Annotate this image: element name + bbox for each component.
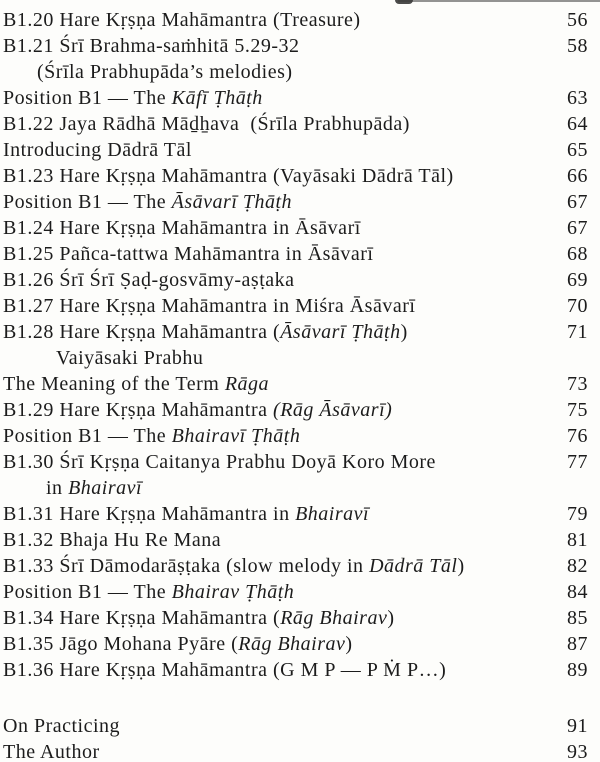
toc-entry	[3, 501, 588, 527]
entry-page-number: 91	[567, 715, 588, 737]
entry-page-number: 58	[567, 35, 588, 57]
entry-title	[3, 579, 550, 605]
entry-page-number: 82	[567, 555, 588, 577]
toc-entry	[3, 449, 588, 475]
entry-page-number: 66	[567, 165, 588, 187]
entry-title-italic-run: (Rāg Āsāvarī)	[273, 399, 393, 421]
entry-title	[3, 475, 550, 501]
toc-entry	[3, 631, 588, 657]
entry-page-number: 76	[567, 425, 588, 447]
entry-title-run: B1.25 Pañca-tattwa Mahāmantra in Āsāvarī	[3, 243, 374, 265]
entry-page-number: 93	[567, 741, 588, 762]
entry-title	[3, 59, 550, 85]
entry-title-run: B1.36 Hare Kṛṣṇa Mahāmantra (G M P — P Ṁ P…)	[3, 659, 447, 681]
entry-title-run: The Meaning of the Term	[3, 373, 225, 395]
entry-page-number: 67	[567, 217, 588, 239]
entry-page-number: 65	[567, 139, 588, 161]
entry-title	[3, 501, 550, 527]
entry-title-italic-run: Bhairavī Ṭhāṭh	[171, 425, 301, 447]
toc-entry	[3, 397, 588, 423]
entry-title	[3, 449, 550, 475]
entry-title	[3, 33, 550, 59]
toc-entry	[3, 739, 588, 762]
entry-title	[3, 713, 550, 739]
toc-entry	[3, 713, 588, 739]
entry-title	[3, 371, 550, 397]
toc-entry	[3, 215, 588, 241]
entry-title	[3, 423, 550, 449]
entry-title-italic-run: Bhairavī	[68, 477, 143, 499]
entry-title-italic-run: Āsāvarī Ṭhāṭh	[171, 191, 293, 213]
toc-entry	[3, 59, 588, 85]
entry-title-run: Position B1 — The	[3, 425, 172, 447]
entry-title-italic-run: Bhairav Ṭhāṭh	[171, 581, 295, 603]
entry-title-italic-run: Rāg Bhairav	[280, 607, 388, 629]
entry-title	[3, 293, 550, 319]
entry-title	[3, 657, 550, 683]
toc-entry	[3, 371, 588, 397]
entry-page-number: 70	[567, 295, 588, 317]
toc-entry	[3, 267, 588, 293]
entry-title-run: Vaiyāsaki Prabhu	[56, 347, 204, 369]
entry-page-number: 81	[567, 529, 588, 551]
entry-title	[3, 739, 550, 762]
toc-entry	[3, 85, 588, 111]
toc-entry	[3, 33, 588, 59]
entry-title-italic-run: Dādrā Tāl	[369, 555, 458, 577]
entry-title-run: Position B1 — The	[3, 87, 172, 109]
entry-title-run: in	[46, 477, 69, 499]
entry-title	[3, 85, 550, 111]
entry-title-run: B1.29 Hare Kṛṣṇa Mahāmantra	[3, 399, 274, 421]
entry-title-run: Position B1 — The	[3, 581, 172, 603]
entry-title-run: B1.24 Hare Kṛṣṇa Mahāmantra in Āsāvarī	[3, 217, 361, 239]
entry-title-italic-run: Rāg Bhairav	[238, 633, 346, 655]
toc-entry	[3, 7, 588, 33]
entry-title	[3, 111, 550, 137]
entry-title-run: B1.28 Hare Kṛṣṇa Mahāmantra (	[3, 321, 281, 343]
entry-title-run: )	[387, 607, 395, 629]
entry-title	[3, 163, 550, 189]
entry-title-run: Position B1 — The	[3, 191, 172, 213]
entry-title-italic-run: Kāfī Ṭhāṭh	[171, 87, 263, 109]
toc-entry	[3, 553, 588, 579]
toc-entry	[3, 319, 588, 345]
entry-title-run: )	[345, 633, 353, 655]
entry-title-run: B1.22 Jaya Rādhā Māḏẖava (Śrīla Prabhupāda)	[3, 113, 410, 135]
entry-page-number: 68	[567, 243, 588, 265]
entry-title-run: B1.26 Śrī Śrī Ṣaḍ-gosvāmy-aṣṭaka	[3, 269, 295, 291]
entry-page-number: 79	[567, 503, 588, 525]
toc-entry	[3, 189, 588, 215]
entry-page-number: 77	[567, 451, 588, 473]
entry-title	[3, 215, 550, 241]
toc-entry	[3, 345, 588, 371]
entry-page-number: 69	[567, 269, 588, 291]
entry-page-number: 84	[567, 581, 588, 603]
entry-title	[3, 7, 550, 33]
toc-entry	[3, 579, 588, 605]
entry-title-run: B1.21 Śrī Brahma-saṁhitā 5.29-32	[3, 35, 300, 57]
entry-title	[3, 241, 550, 267]
entry-title	[3, 267, 550, 293]
entry-page-number: 56	[567, 9, 588, 31]
entry-title-run: B1.23 Hare Kṛṣṇa Mahāmantra (Vayāsaki Dādrā Tāl)	[3, 165, 454, 187]
toc-entry	[3, 111, 588, 137]
toc-entry	[3, 137, 588, 163]
entry-page-number: 89	[567, 659, 588, 681]
toc-entry	[3, 423, 588, 449]
entry-page-number: 73	[567, 373, 588, 395]
entry-title	[3, 527, 550, 553]
entry-title	[3, 345, 550, 371]
entry-title-run: B1.32 Bhaja Hu Re Mana	[3, 529, 222, 551]
entry-title-italic-run: Bhairavī	[295, 503, 370, 525]
entry-title-run: B1.35 Jāgo Mohana Pyāre (	[3, 633, 239, 655]
entry-title-run: B1.31 Hare Kṛṣṇa Mahāmantra in	[3, 503, 296, 525]
entry-title	[3, 631, 550, 657]
entry-title-run: Introducing Dādrā Tāl	[3, 139, 192, 161]
entry-page-number: 63	[567, 87, 588, 109]
toc-entry	[3, 475, 588, 501]
entry-page-number: 67	[567, 191, 588, 213]
entry-title-run: The Author	[3, 741, 100, 762]
toc-entry	[3, 241, 588, 267]
entry-title-run: (Śrīla Prabhupāda’s melodies)	[37, 61, 293, 83]
entry-title-run: B1.30 Śrī Kṛṣṇa Caitanya Prabhu Doyā Koro More	[3, 451, 436, 473]
entry-title-run: B1.27 Hare Kṛṣṇa Mahāmantra in Miśra Āsāvarī	[3, 295, 416, 317]
entry-title-italic-run: Rāga	[224, 373, 270, 395]
entry-page-number: 87	[567, 633, 588, 655]
entry-title-italic-run: Āsāvarī Ṭhāṭh	[280, 321, 401, 343]
entry-title-run: B1.33 Śrī Dāmodarāṣṭaka (slow melody in	[3, 555, 370, 577]
entry-page-number: 71	[567, 321, 588, 343]
toc-entry	[3, 163, 588, 189]
entry-title-run: )	[400, 321, 408, 343]
entry-title-run: )	[457, 555, 465, 577]
toc-entry	[3, 293, 588, 319]
entry-title-run: On Practicing	[3, 715, 121, 737]
toc-entry	[3, 605, 588, 631]
entry-title-run: B1.34 Hare Kṛṣṇa Mahāmantra (	[3, 607, 281, 629]
entry-title	[3, 137, 550, 163]
entry-title	[3, 605, 550, 631]
entry-title	[3, 553, 550, 579]
entry-page-number: 75	[567, 399, 588, 421]
toc-entry	[3, 527, 588, 553]
scan-artifact-top-edge	[398, 0, 600, 2]
entry-title-run: B1.20 Hare Kṛṣṇa Mahāmantra (Treasure)	[3, 9, 361, 31]
entry-title	[3, 397, 550, 423]
entry-page-number: 85	[567, 607, 588, 629]
entry-title	[3, 189, 550, 215]
entry-title	[3, 319, 550, 345]
entry-page-number: 64	[567, 113, 588, 135]
toc-list	[3, 7, 588, 762]
toc-entry	[3, 657, 588, 683]
